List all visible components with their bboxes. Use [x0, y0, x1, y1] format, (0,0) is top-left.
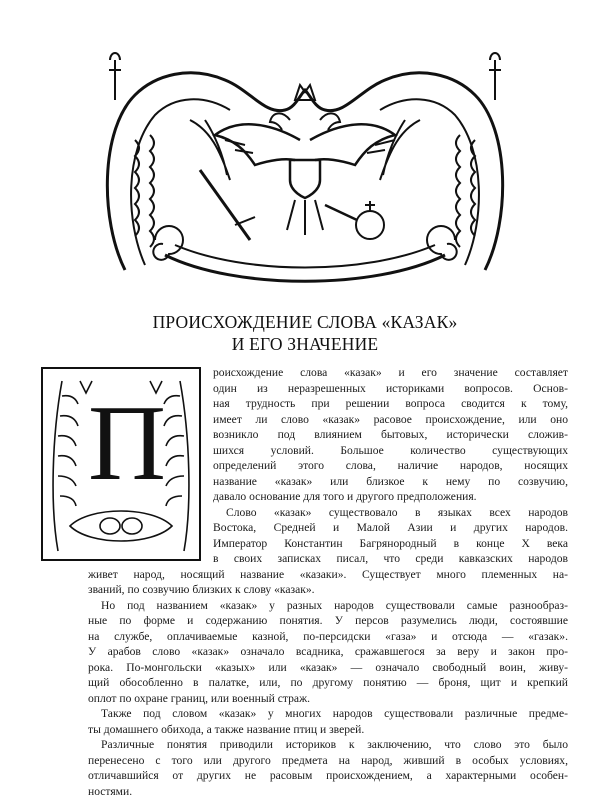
text-line: ные по форме и содержанию понятия. У персов разумелись люди, состоявшие — [88, 614, 568, 627]
text-line: У арабов слово «казак» означало всадника, сражавшегося за веру и закон про- — [88, 645, 568, 658]
text-line: перенесено с того или другого предмета на народ, живший в особых условиях, — [88, 753, 568, 767]
text-line: название «казак» или близкое к нему по созвучию, — [213, 474, 568, 488]
drop-cap — [40, 366, 202, 562]
text-line: рока. По-монгольски «казых» или «казак» — означало свободный воин, живу- — [88, 660, 568, 674]
text-line: роисхождение слова «казак» и его значение составляет — [213, 366, 568, 379]
drop-cap-letter: П — [88, 384, 166, 503]
text-line: живет народ, носящий название «казаки». Существует много племенных на- — [88, 567, 568, 581]
chapter-title-line-2: И ЕГО ЗНАЧЕНИЕ — [231, 334, 379, 354]
text-line: определений этого слова, наличие народов, носящих — [213, 459, 568, 472]
text-line: возникло под влиянием бытовых, исторически сложив- — [213, 428, 568, 441]
text-line: имеет ли слово «казак» расовое происхождение, или оно — [213, 412, 568, 426]
text-line: в своих записках писал, что среди кавказских народов — [213, 552, 568, 565]
text-line: ностями. — [88, 784, 133, 798]
chapter-title-line-1: ПРОИСХОЖДЕНИЕ СЛОВА «КАЗАК» — [152, 312, 458, 332]
text-line: давало основание для того и другого предположения. — [213, 490, 477, 503]
double-headed-eagle-ornament-icon — [95, 40, 515, 290]
text-line: ная трудность при решении вопроса сводится к тому, — [213, 397, 568, 410]
text-line: званий, по созвучию близких к слову «казак». — [88, 583, 315, 596]
text-line: шихся условий. Большое количество существующих — [213, 443, 568, 457]
text-line: ты домашнего обихода, а также название птиц и зверей. — [88, 722, 365, 736]
text-line: один из неразрешенных историками вопросов. Основ- — [213, 381, 568, 395]
text-line: оплот по охране границ, или военный страж. — [88, 691, 310, 705]
text-line: Император Константин Багрянородный в конце X века — [213, 536, 568, 550]
text-line: отличавшийся от других не расовым происхождением, а характерными особен- — [88, 769, 568, 782]
text-line: Востока, Средней и Малой Азии и других народов. — [213, 521, 568, 534]
text-line: на службе, оплачиваемые казной, по-персидски «газа» и отсюда — «газак». — [88, 629, 568, 643]
text-line: Слово «казак» существовало в языках всех народов — [226, 505, 568, 519]
text-line: Различные понятия приводили историков к заключению, что слово это было — [101, 738, 568, 751]
text-line: Также под словом «казак» у многих народов существовали различные предме- — [101, 707, 568, 720]
text-line: Но под названием «казак» у разных народов существовали самые разнообраз- — [101, 598, 568, 612]
text-line: щий обособленно в палатке, или, по другому понятию — броня, щит и крепкий — [88, 676, 568, 689]
